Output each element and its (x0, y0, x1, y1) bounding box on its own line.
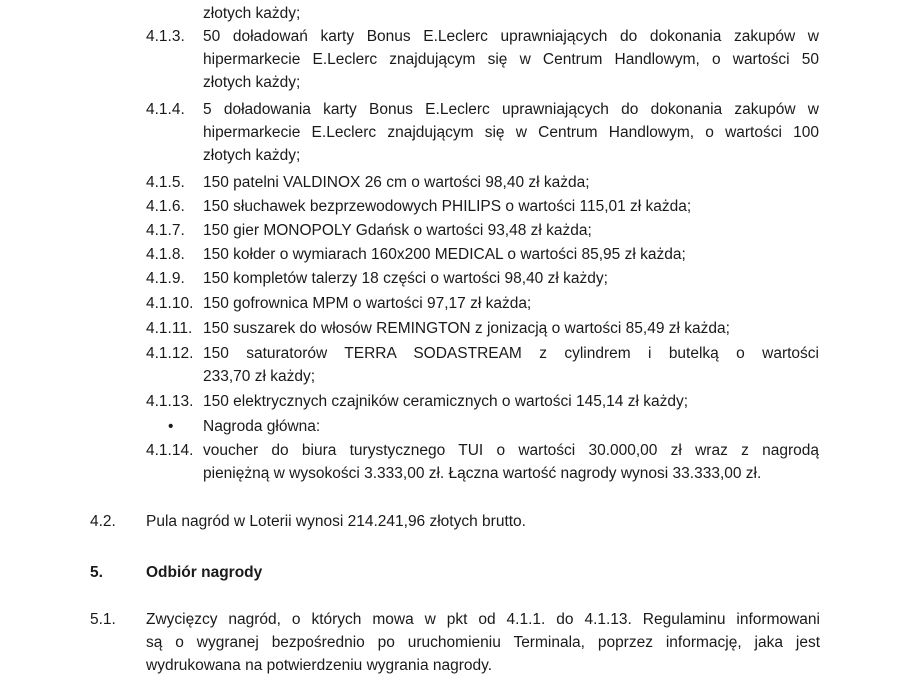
text-line: 150 gofrownica MPM o wartości 97,17 zł każda; (203, 295, 532, 312)
list-item-number: 4.1.8. (146, 246, 185, 263)
list-item-number: 4.1.11. (146, 320, 193, 337)
list-item-number: 4.1.6. (146, 198, 185, 215)
text-line: złotych każdy; (203, 74, 301, 91)
list-item-number: 4.1.9. (146, 270, 185, 287)
list-item-number: 4.1.7. (146, 222, 185, 239)
text-line: hipermarkecie E.Leclerc znajdującym się w Centrum Handlowym, o wartości 100 (203, 124, 819, 141)
list-item-text (203, 390, 819, 413)
list-item-text (203, 25, 819, 94)
text-line: 150 patelni VALDINOX 26 cm o wartości 98,40 zł każda; (203, 174, 590, 191)
text-line: hipermarkecie E.Leclerc znajdującym się w Centrum Handlowym, o wartości 50 (203, 51, 819, 68)
list-item-number: 4.1.14. (146, 442, 194, 459)
text-line: Nagroda główna: (203, 418, 321, 435)
text-line: 150 suszarek do włosów REMINGTON z jonizacją o wartości 85,49 zł każda; (203, 320, 730, 337)
list-item-number: 4.1.5. (146, 174, 185, 191)
list-item-number: 4.1.3. (146, 28, 185, 45)
text-line: Pula nagród w Loterii wynosi 214.241,96 złotych brutto. (146, 513, 526, 530)
list-item-number: 4.1.12. (146, 345, 194, 362)
text-line: złotych każdy; (203, 5, 301, 22)
text-line: złotych każdy; (203, 147, 301, 164)
section-text (146, 608, 820, 677)
list-item-text (203, 439, 819, 485)
list-item-text (203, 243, 819, 266)
text-line: 150 gier MONOPOLY Gdańsk o wartości 93,48 zł każda; (203, 222, 592, 239)
list-item-text (203, 2, 819, 25)
list-item-text (203, 292, 819, 315)
text-line: 50 doładowań karty Bonus E.Leclerc uprawniających do dokonania zakupów w (203, 28, 819, 45)
list-item-text (203, 317, 819, 340)
list-item-number: 4.1.10. (146, 295, 194, 312)
text-line: 5 doładowania karty Bonus E.Leclerc uprawniających do dokonania zakupów w (203, 101, 819, 118)
section-number: 5.1. (90, 611, 116, 628)
text-line: 150 saturatorów TERRA SODASTREAM z cylindrem i butelką o wartości (203, 345, 819, 362)
section-number: 5. (90, 564, 103, 581)
list-item-text (203, 171, 819, 194)
list-item-text (203, 415, 819, 438)
text-line: 150 elektrycznych czajników ceramicznych o wartości 145,14 zł każdy; (203, 393, 689, 410)
list-item-text (203, 195, 819, 218)
text-line: 150 kołder o wymiarach 160x200 MEDICAL o wartości 85,95 zł każda; (203, 246, 686, 263)
list-item-text (203, 98, 819, 167)
section-number: 4.2. (90, 513, 116, 530)
text-line: 233,70 zł każdy; (203, 368, 316, 385)
text-line: są o wygranej bezpośrednio po uruchomieniu Terminala, poprzez informację, jaka jest (146, 634, 820, 651)
text-line: voucher do biura turystycznego TUI o wartości 30.000,00 zł wraz z nagrodą (203, 442, 819, 459)
text-line: 150 kompletów talerzy 18 części o wartości 98,40 zł każdy; (203, 270, 608, 287)
text-line: pieniężną w wysokości 3.333,00 zł. Łączna wartość nagrody wynosi 33.333,00 zł. (203, 465, 762, 482)
text-line: wydrukowana na potwierdzeniu wygrania nagrody. (146, 657, 493, 674)
list-item-number: 4.1.4. (146, 101, 185, 118)
list-item-text (203, 267, 819, 290)
bullet-icon: • (168, 418, 174, 435)
section-title (146, 561, 820, 584)
text-line: 150 słuchawek bezprzewodowych PHILIPS o wartości 115,01 zł każda; (203, 198, 692, 215)
list-item-text (203, 219, 819, 242)
list-item-number: 4.1.13. (146, 393, 194, 410)
section-text (146, 510, 820, 533)
list-item-text (203, 342, 819, 388)
text-line: Zwycięzcy nagród, o których mowa w pkt od 4.1.1. do 4.1.13. Regulaminu informowani (146, 611, 820, 628)
heading-text: Odbiór nagrody (146, 564, 263, 581)
